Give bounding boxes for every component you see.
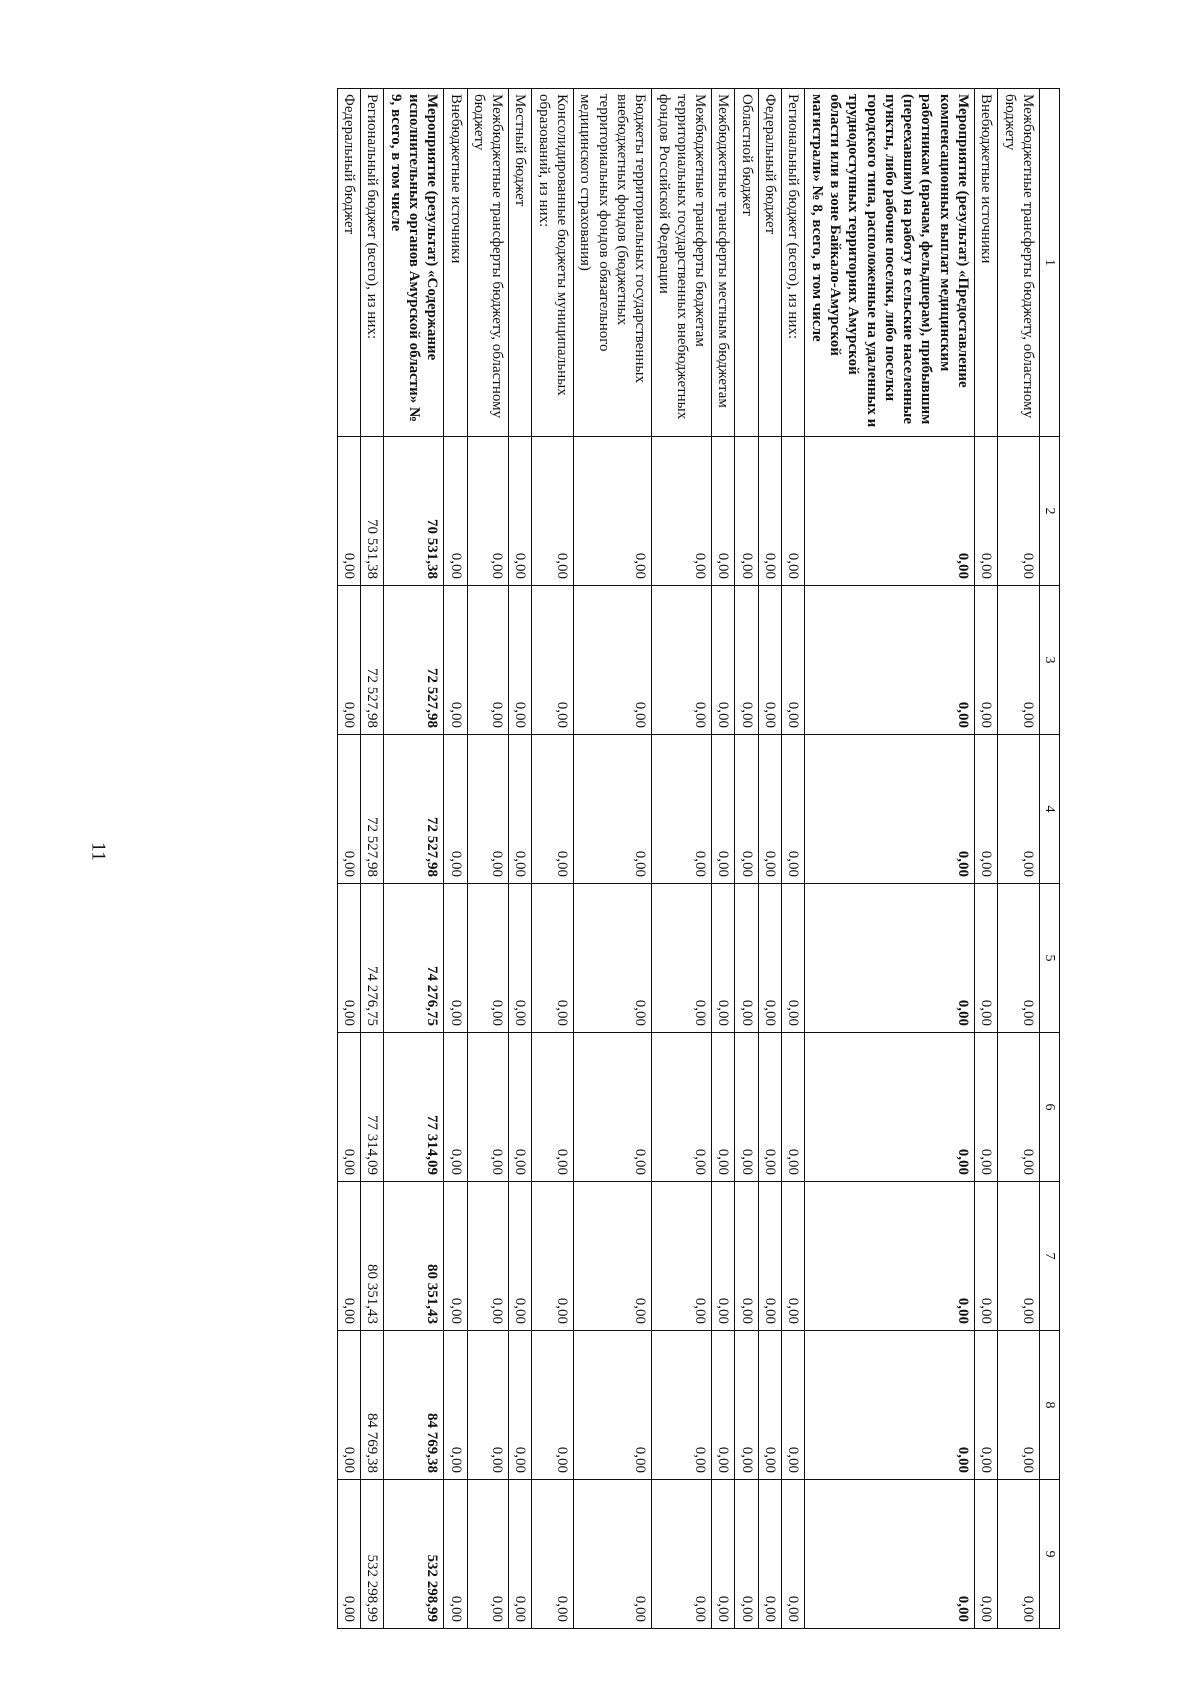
page-number: 11: [87, 841, 110, 862]
value-cell: 0,00: [735, 1480, 758, 1629]
value-cell: 0,00: [712, 1331, 735, 1480]
value-cell: 0,00: [574, 1182, 652, 1331]
row-label: Внебюджетные источники: [444, 89, 467, 437]
value-cell: 0,00: [782, 1331, 805, 1480]
row-label: Консолидированные бюджеты муниципальных образований, из них:: [532, 89, 574, 437]
column-header: 8: [1039, 1331, 1059, 1480]
value-cell: 0,00: [532, 735, 574, 884]
value-cell: 0,00: [805, 1182, 975, 1331]
value-cell: 0,00: [758, 1033, 781, 1182]
table-row: [758, 89, 781, 1629]
value-cell: 0,00: [337, 1182, 360, 1331]
value-cell: 0,00: [782, 884, 805, 1033]
value-cell: 0,00: [532, 1033, 574, 1182]
value-cell: 0,00: [805, 884, 975, 1033]
value-cell: 0,00: [998, 735, 1040, 884]
value-cell: 0,00: [574, 437, 652, 586]
value-cell: 0,00: [652, 1033, 712, 1182]
value-cell: 0,00: [735, 735, 758, 884]
value-cell: 0,00: [652, 735, 712, 884]
value-cell: 0,00: [509, 586, 532, 735]
value-cell: 0,00: [782, 586, 805, 735]
value-cell: 84 769,38: [361, 1331, 384, 1480]
value-cell: 0,00: [758, 437, 781, 586]
value-cell: 0,00: [975, 1331, 998, 1480]
value-cell: 0,00: [998, 1182, 1040, 1331]
row-label: Межбюджетные трансферты бюджету, областному бюджету: [998, 89, 1040, 437]
value-cell: 0,00: [444, 1033, 467, 1182]
table-row: [467, 89, 509, 1629]
value-cell: 0,00: [805, 437, 975, 586]
row-label: Внебюджетные источники: [975, 89, 998, 437]
value-cell: 0,00: [574, 735, 652, 884]
row-label: Межбюджетные трансферты бюджетам территориальных государственных внебюджетных фондов Российской Федерации: [652, 89, 712, 437]
value-cell: 84 769,38: [384, 1331, 444, 1480]
value-cell: 0,00: [509, 1480, 532, 1629]
value-cell: 0,00: [805, 1480, 975, 1629]
value-cell: 0,00: [532, 1182, 574, 1331]
value-cell: 0,00: [712, 1033, 735, 1182]
table-row: [782, 89, 805, 1629]
column-header: 1: [1039, 89, 1059, 437]
value-cell: 0,00: [509, 884, 532, 1033]
value-cell: 0,00: [574, 1033, 652, 1182]
value-cell: 0,00: [532, 1480, 574, 1629]
value-cell: 0,00: [444, 437, 467, 586]
value-cell: 72 527,98: [384, 586, 444, 735]
table-row: [735, 89, 758, 1629]
value-cell: 80 351,43: [361, 1182, 384, 1331]
value-cell: 0,00: [467, 437, 509, 586]
value-cell: 0,00: [337, 1331, 360, 1480]
row-label: Федеральный бюджет: [337, 89, 360, 437]
value-cell: 0,00: [712, 437, 735, 586]
row-label: Бюджеты территориальных государственных внебюджетных фондов (бюджетных территориальных фондов обязательного медицинского страхования): [574, 89, 652, 437]
value-cell: 0,00: [975, 1033, 998, 1182]
value-cell: 532 298,99: [384, 1480, 444, 1629]
value-cell: 0,00: [337, 586, 360, 735]
value-cell: 0,00: [805, 1033, 975, 1182]
table-row: [532, 89, 574, 1629]
table-row: [652, 89, 712, 1629]
row-label: Межбюджетные трансферты местным бюджетам: [712, 89, 735, 437]
value-cell: 0,00: [975, 437, 998, 586]
value-cell: 0,00: [509, 1182, 532, 1331]
value-cell: 0,00: [758, 1182, 781, 1331]
value-cell: 0,00: [805, 586, 975, 735]
column-header: 5: [1039, 884, 1059, 1033]
row-label: Региональный бюджет (всего), из них:: [361, 89, 384, 437]
value-cell: 0,00: [444, 1331, 467, 1480]
budget-table-body: [337, 89, 1059, 1629]
header-row: [1039, 89, 1059, 1629]
value-cell: 0,00: [574, 1480, 652, 1629]
value-cell: 0,00: [975, 1182, 998, 1331]
value-cell: 0,00: [998, 586, 1040, 735]
value-cell: 0,00: [444, 1182, 467, 1331]
value-cell: 0,00: [337, 1033, 360, 1182]
value-cell: 0,00: [758, 735, 781, 884]
value-cell: 0,00: [975, 1480, 998, 1629]
column-header: 4: [1039, 735, 1059, 884]
table-row: [998, 89, 1040, 1629]
column-header: 3: [1039, 586, 1059, 735]
value-cell: 0,00: [782, 1033, 805, 1182]
row-label: Местный бюджет: [509, 89, 532, 437]
row-label: Федеральный бюджет: [758, 89, 781, 437]
value-cell: 0,00: [509, 1331, 532, 1480]
value-cell: 0,00: [782, 1182, 805, 1331]
value-cell: 0,00: [444, 586, 467, 735]
value-cell: 0,00: [652, 884, 712, 1033]
value-cell: 0,00: [467, 1480, 509, 1629]
value-cell: 0,00: [574, 586, 652, 735]
value-cell: 72 527,98: [361, 735, 384, 884]
value-cell: 0,00: [652, 1480, 712, 1629]
row-label: Региональный бюджет (всего), из них:: [782, 89, 805, 437]
value-cell: 0,00: [998, 884, 1040, 1033]
value-cell: 0,00: [998, 1033, 1040, 1182]
value-cell: 0,00: [735, 884, 758, 1033]
value-cell: 0,00: [758, 1331, 781, 1480]
value-cell: 0,00: [532, 586, 574, 735]
value-cell: 0,00: [712, 1182, 735, 1331]
value-cell: 532 298,99: [361, 1480, 384, 1629]
budget-table-sheet: [205, 88, 1060, 1628]
value-cell: 0,00: [998, 437, 1040, 586]
budget-table: [337, 88, 1060, 1629]
value-cell: 0,00: [337, 437, 360, 586]
value-cell: 0,00: [782, 735, 805, 884]
value-cell: 70 531,38: [384, 437, 444, 586]
table-row: [444, 89, 467, 1629]
value-cell: 0,00: [975, 884, 998, 1033]
value-cell: 0,00: [758, 586, 781, 735]
value-cell: 0,00: [574, 1331, 652, 1480]
row-label: Областной бюджет: [735, 89, 758, 437]
table-row: [712, 89, 735, 1629]
table-row: [361, 89, 384, 1629]
value-cell: 0,00: [337, 884, 360, 1033]
value-cell: 0,00: [758, 884, 781, 1033]
value-cell: 0,00: [337, 1480, 360, 1629]
value-cell: 0,00: [467, 1033, 509, 1182]
value-cell: 0,00: [532, 437, 574, 586]
column-header: 7: [1039, 1182, 1059, 1331]
value-cell: 0,00: [735, 1033, 758, 1182]
value-cell: 0,00: [652, 1182, 712, 1331]
value-cell: 0,00: [532, 884, 574, 1033]
value-cell: 0,00: [735, 1182, 758, 1331]
value-cell: 72 527,98: [361, 586, 384, 735]
table-row: [805, 89, 975, 1629]
value-cell: 0,00: [509, 1033, 532, 1182]
value-cell: 72 527,98: [384, 735, 444, 884]
value-cell: 0,00: [735, 1331, 758, 1480]
value-cell: 0,00: [712, 735, 735, 884]
column-header: 9: [1039, 1480, 1059, 1629]
table-row: [384, 89, 444, 1629]
value-cell: 0,00: [444, 884, 467, 1033]
value-cell: 0,00: [509, 437, 532, 586]
value-cell: 0,00: [782, 1480, 805, 1629]
value-cell: 0,00: [652, 586, 712, 735]
value-cell: 70 531,38: [361, 437, 384, 586]
value-cell: 0,00: [998, 1480, 1040, 1629]
column-header: 2: [1039, 437, 1059, 586]
value-cell: 0,00: [805, 1331, 975, 1480]
value-cell: 0,00: [574, 884, 652, 1033]
row-label: Межбюджетные трансферты бюджету, областному бюджету: [467, 89, 509, 437]
value-cell: 0,00: [532, 1331, 574, 1480]
value-cell: 0,00: [509, 735, 532, 884]
value-cell: 0,00: [805, 735, 975, 884]
table-row: [509, 89, 532, 1629]
value-cell: 77 314,09: [361, 1033, 384, 1182]
table-row: [975, 89, 998, 1629]
row-label: Мероприятие (результат) «Содержание исполнительных органов Амурской области» № 9, всего, в том числе: [384, 89, 444, 437]
value-cell: 0,00: [758, 1480, 781, 1629]
value-cell: 0,00: [998, 1331, 1040, 1480]
value-cell: 0,00: [337, 735, 360, 884]
value-cell: 0,00: [652, 437, 712, 586]
value-cell: 0,00: [782, 437, 805, 586]
value-cell: 0,00: [975, 586, 998, 735]
column-header: 6: [1039, 1033, 1059, 1182]
value-cell: 0,00: [444, 1480, 467, 1629]
value-cell: 80 351,43: [384, 1182, 444, 1331]
value-cell: 0,00: [467, 1331, 509, 1480]
value-cell: 0,00: [444, 735, 467, 884]
table-row: [337, 89, 360, 1629]
value-cell: 0,00: [467, 884, 509, 1033]
value-cell: 0,00: [467, 1182, 509, 1331]
value-cell: 0,00: [467, 735, 509, 884]
value-cell: 0,00: [712, 884, 735, 1033]
table-row: [574, 89, 652, 1629]
row-label: Мероприятие (результат) «Предоставление компенсационных выплат медицинским работникам (врачам, фельдшерам), прибывшим (переехавшим) на работу в сельские населенные пункты, либо рабочие поселки, либо поселки городского типа, расположенные на удаленных и труднодоступных территориях Амурской области или в зоне Байкало-Амурской магистрали» № 8, всего, в том числе: [805, 89, 975, 437]
value-cell: 0,00: [712, 1480, 735, 1629]
value-cell: 74 276,75: [384, 884, 444, 1033]
value-cell: 0,00: [975, 735, 998, 884]
value-cell: 0,00: [735, 437, 758, 586]
value-cell: 0,00: [712, 586, 735, 735]
value-cell: 77 314,09: [384, 1033, 444, 1182]
value-cell: 0,00: [467, 586, 509, 735]
value-cell: 0,00: [652, 1331, 712, 1480]
value-cell: 74 276,75: [361, 884, 384, 1033]
value-cell: 0,00: [735, 586, 758, 735]
